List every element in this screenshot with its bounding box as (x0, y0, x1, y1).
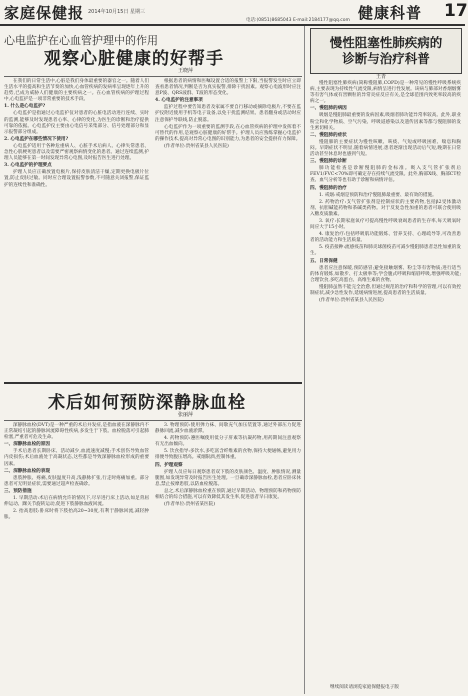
article2-byline: 张丽萍 (178, 412, 194, 418)
paragraph: 总之,术后深静脉血栓重在预防,通过早期活动、物理预防和药物预防相结合的综合措施,可以有效降低其发生率,促进患者早日康复。 (155, 488, 301, 501)
column-divider (304, 26, 305, 694)
article3-footer: 继续阅读请浏览家庭保健报电子版 (330, 685, 399, 690)
paragraph: 肺功能检查是诊断慢阻肺的金标准。吸入支气管扩张剂后FEV1/FVC<70%即可确定存在持续气流受限。此外,胸部X线、胸部CT检查、血气分析等也有助于诊断和病情评估。 (310, 166, 461, 184)
article1-col2 (155, 79, 301, 379)
article3-byline: 王青 (376, 74, 387, 80)
paragraph: 慢阻肺的主要症状为慢性咳嗽、咳痰、气短或呼吸困难、喘息和胸闷。早期症状不明显,随着病情进展,患者逐渐出现活动后气短,晚期在日常活动甚至休息时也感到气短。 (310, 139, 461, 158)
paragraph: 4. 康复治疗:包括呼吸肌功能锻炼、营养支持、心理疏导等,可改善患者的活动能力和生活质量。 (310, 232, 461, 244)
contact-info: 电话:(0851)8685043 E-mail:2184177@qq.com (246, 18, 350, 23)
article3-headline-line1: 慢性阻塞性肺疾病的 (329, 35, 443, 50)
paragraph: 1. 早期活动:术后在病情允许的情况下,尽早进行床上活动,如足背屈伸运动、踝关节旋转运动,促进下肢静脉血液回流。 (4, 496, 149, 508)
paragraph: 护理人员应每日观察患者双下肢的皮肤颜色、温度、肿胀情况,测量腿围,如发现异常及时报告医生处理。一旦确诊深静脉血栓,患者应卧床休息,禁止按摩患肢,以防血栓脱落。 (155, 469, 301, 487)
paragraph: 患者应注意保暖,预防感冒;避免接触烟雾、粉尘等有害物质;进行适当的体育锻炼,如散步、打太极拳等;学会腹式呼吸和缩唇呼吸,增强呼吸功能;合理饮食,多吃高蛋白、高维生素的食物。 (310, 265, 461, 283)
paragraph: 慢性阻塞性肺疾病(简称慢阻肺,COPD)是一种常见的慢性呼吸系统疾病,主要表现为持续性气流受限,病情呈进行性发展。该病与肺部对香烟烟雾等有害气体或有害颗粒的异常炎症反应有关,是全球范围内致死率较高的疾病之一。 (310, 81, 461, 105)
article1-headline: 观察心脏健康的好帮手 (44, 49, 224, 69)
subheading: 2. 心电监护在哪些情况下使用? (4, 136, 69, 142)
paragraph: 在我们的日常生活中,心脏是我们身体最重要的器官之一。随着人们生活水平的提高和生活节奏的加快,心血管疾病的发病率呈现逐年上升的趋势,已成为威胁人们健康的主要疾病之一。在心血管疾病的护理过程中,心电监护是一项非常重要的技术手段。 (4, 79, 149, 103)
paragraph: 心电监护适用于各种危重病人、心脏手术后病人、心律失常患者、急性心肌梗死患者以及需要严密观察病情变化的患者。通过连续监测,护理人员能够在第一时间发现异常心电图,及时报告医生进行处理。 (4, 143, 149, 162)
paragraph: 深静脉血栓(DVT)是一种严重的术后并发症,是指血液在深静脉内不正常凝结引起的静脉回流障碍性疾病,多发生于下肢。血栓脱落可引起肺栓塞,严重者可危及生命。 (4, 423, 149, 441)
paragraph: 1. 戒烟:戒烟是预防和治疗慢阻肺最重要、最有效的措施。 (319, 192, 437, 198)
paragraph: (作者单位:贵州省某县人民医院) (164, 143, 229, 149)
article2-col1 (4, 423, 149, 691)
subheading: 二、深静脉血栓的表现 (4, 468, 50, 474)
paragraph: 护理人员应正确放置电极片,保持皮肤清洁干燥,定期更换电极片位置,防止皮肤过敏。同时应合理设置报警参数,不可随意关闭报警,保证监护的连续性和准确性。 (4, 170, 149, 188)
section-rule (4, 382, 302, 384)
article3-headline (313, 35, 459, 67)
article1-kicker: 心电监护在心血管护理中的作用 (4, 34, 158, 47)
article2-col2 (155, 423, 301, 691)
article3-body (310, 81, 461, 677)
subheading: 三、预防措施 (4, 488, 32, 494)
newspaper-title: 家庭保健报 (4, 4, 85, 22)
subheading: 五、日常保健 (310, 258, 338, 264)
issue-date: 2014年10月15日 星期三 (88, 9, 146, 15)
masthead (0, 0, 468, 26)
article2-headline: 术后如何预防深静脉血栓 (48, 393, 246, 413)
paragraph: 手术后患者长期卧床、活动减少,血流速度减慢;手术创伤导致血管内皮损伤;术后血液处于高凝状态,这些都是导致深静脉血栓形成的重要因素。 (4, 449, 149, 467)
subheading: 三、慢阻肺的诊断 (310, 159, 347, 165)
article1-col1 (4, 79, 149, 379)
subheading: 一、慢阻肺的病因 (310, 106, 347, 112)
article2-rule (4, 420, 302, 421)
paragraph: 3. 物理预防:使用弹力袜、间歇充气加压装置等,通过外部压力促进静脉回流,减少血液淤滞。 (155, 423, 301, 435)
subheading: 3. 心电监护的护理要点 (4, 163, 52, 169)
page-number: 17 (444, 1, 468, 21)
paragraph: 2. 抬高患肢:卧床时将下肢抬高20~30度,有利于静脉回流,减轻肿胀。 (4, 509, 149, 521)
paragraph: (作者单位:贵州省某医院) (164, 502, 216, 508)
paragraph: 患肢肿胀、疼痛,皮肤温度升高,浅静脉扩张,行走时疼痛加重。部分患者可无明显症状,需要通过超声检查确诊。 (4, 475, 149, 487)
subheading: 1. 什么是心电监护? (4, 104, 46, 110)
subheading: 一、深静脉血栓的原因 (4, 442, 50, 448)
paragraph: 4. 药物预防:遵医嘱使用低分子肝素等抗凝药物,用药期间注意观察有无出血倾向。 (155, 436, 301, 448)
article1-byline: 王晓萍 (178, 68, 194, 74)
subheading: 二、慢阻肺的症状 (310, 132, 347, 138)
paragraph: 5. 饮食指导:多饮水,多吃富含纤维素的食物,保持大便通畅,避免用力排便导致腹压增高。戒烟限酒,控制体重。 (155, 449, 301, 461)
paragraph: (作者单位:贵州省某县人民医院) (319, 298, 384, 304)
paragraph: 心电监护作为一项重要的监测手段,在心血管疾病的护理中发挥着不可替代的作用,是观察心脏健康的好帮手。护理人员应熟练掌握心电监护的操作技术,提高对异常心电图的识别能力,为患者的安全提供有力保障。 (155, 124, 301, 142)
paragraph: 慢阻肺虽然不能完全治愈,但通过规范的治疗和科学的管理,可以有效控制症状,减少急性发作,延缓病情进展,提高患者的生活质量。 (310, 284, 461, 296)
subheading: 4. 心电监护的注意事项 (155, 98, 203, 104)
paragraph: 3. 氧疗:长期家庭氧疗可提高慢性呼吸衰竭患者的生存率,每天吸氧时间应大于15小时。 (310, 218, 461, 231)
article3-headline-box (310, 28, 462, 74)
paragraph: 心电监护是指通过心电监护仪对患者的心脏电活动进行连续、实时的监测,能够及时发现患者心率、心律的变化,为医生的诊断和治疗提供可靠的依据。心电监护仪主要由心电信号采集部分、信号处理部分和显示报警部分组成。 (4, 111, 149, 135)
paragraph: 5. 疫苗接种:流感疫苗和肺炎球菌疫苗可减少慢阻肺患者急性加重的发生。 (310, 245, 461, 257)
article1-rule (4, 76, 302, 77)
paragraph: 监护过程中要告知患者及家属不要自行移动或摘除电极片,不要在监护仪附近使用手机等电子设备,以免干扰监测结果。患者翻身或活动时应注意保护导联线,防止脱落。 (155, 105, 301, 123)
paragraph: 吸烟是慢阻肺最重要的发病因素,吸烟者肺功能异常率较高。此外,职业粉尘和化学物质、空气污染、呼吸道感染以及遗传因素等都与慢阻肺的发生密切相关。 (310, 113, 461, 131)
subheading: 四、护理观察 (155, 462, 183, 468)
paragraph: 2. 药物治疗:支气管扩张剂是控制症状的主要药物,包括β2受体激动剂、抗胆碱能药物和茶碱类药物。对于反复急性加重的患者可联合使用吸入糖皮质激素。 (310, 199, 461, 217)
subheading: 四、慢阻肺的治疗 (310, 185, 347, 191)
section-title: 健康科普 (358, 4, 423, 22)
article3-headline-line2: 诊断与治疗科普 (342, 51, 430, 66)
paragraph: 根据患者的病情和医嘱设置合适的报警上下限,当报警发生时应立即查看患者情况,判断是否为真实报警,排除干扰因素。观察心电波形时应注意P波、QRS波群、T波的形态变化。 (155, 79, 301, 97)
